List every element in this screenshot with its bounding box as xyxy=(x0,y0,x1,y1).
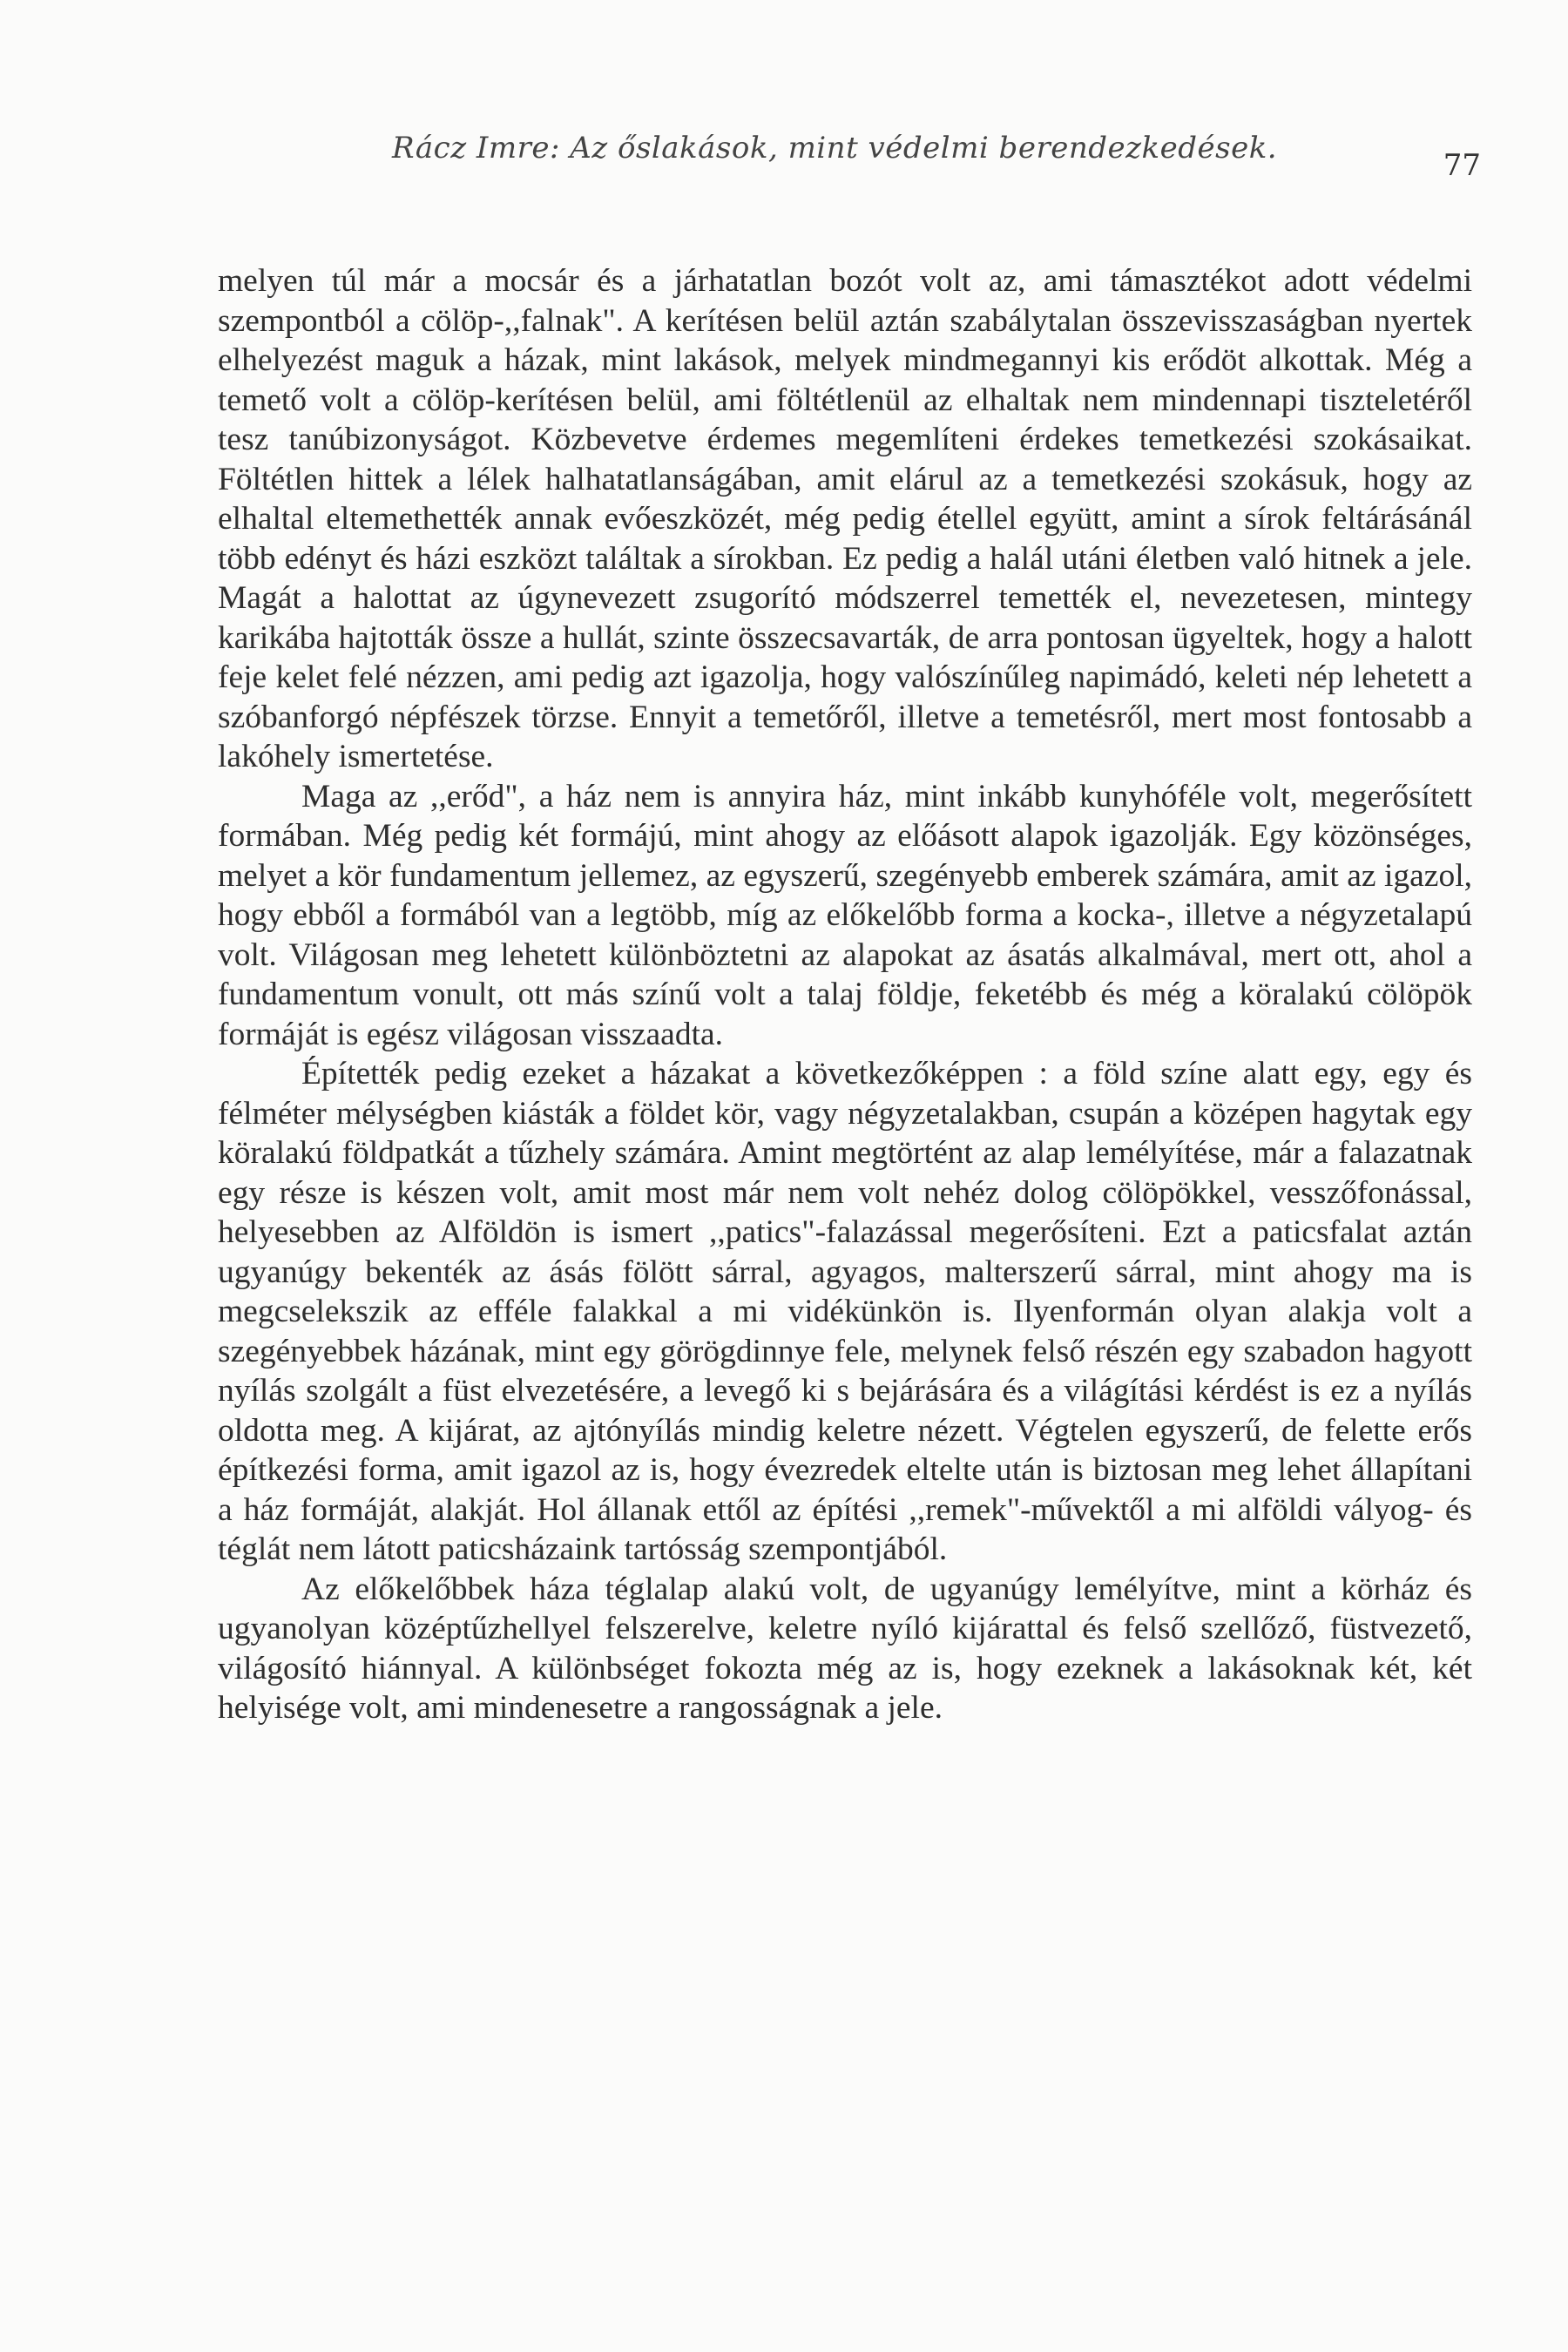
paragraph-2: Maga az ,,erőd", a ház nem is annyira ház, mint inkább kunyhóféle volt, megerősített formában. Még pedig két formájú, mint ahogy az előásott alapok igazolják. Egy közönséges, melyet a kör fundamentum jellemez, az egyszerű, szegényebb emberek számára, amit az igazol, hogy ebből a formából van a legtöbb, míg az előkelőbb forma a kocka-, illetve a négyzetalapú volt. Világosan meg lehetett különböztetni az alapokat az ásatás alkalmával, mert ott, ahol a fundamentum vonult, ott más színű volt a talaj földje, feketébb és még a köralakú cölöpök formáját is egész világosan visszaadta. xyxy=(218,778,1472,1052)
page-number: 77 xyxy=(1443,148,1481,183)
paragraph-4: Az előkelőbbek háza téglalap alakú volt, de ugyanúgy lemélyítve, mint a körház és ugyanolyan középtűzhellyel felszerelve, keletre nyíló kijárattal és felső szellőző, füstvezető, világosító hiánnyal. A különbséget fokozta még az is, hogy ezeknek a lakásoknak két, két helyisége volt, ami mindenesetre a rangosságnak a jele. xyxy=(218,1571,1472,1726)
running-head: Rácz Imre: Az őslakások, mint védelmi berendezkedések. xyxy=(392,131,1278,166)
paragraph-1: melyen túl már a mocsár és a járhatatlan bozót volt az, ami támasztékot adott védelmi szempontból a cölöp-,,falnak". A kerítésen belül aztán szabálytalan összevisszaságban nyertek elhelyezést maguk a házak, mint lakások, melyek mindmegannyi kis erődöt alkottak. Még a temető volt a cölöp-kerítésen belül, ami föltétlenül az elhaltak nem mindennapi tiszteletéről tesz tanúbizonyságot. Közbevetve érdemes megemlíteni érdekes temetkezési szokásaikat. Föltétlen hittek a lélek halhatatlanságában, amit elárul az a temetkezési szokásuk, hogy az elhaltal eltemethették annak evőeszközét, még pedig étellel együtt, amint a sírok feltárásánál több edényt és házi eszközt találtak a sírokban. Ez pedig a halál utáni életben való hitnek a jele. Magát a halottat az úgynevezett zsugorító módszerrel temették el, nevezetesen, mintegy karikába hajtották össze a hullát, szinte összecsavarták, de arra pontosan ügyeltek, hogy a halott feje kelet felé nézzen, ami pedig azt igazolja, hogy valószínűleg napimádó, keleti nép lehetett a szóbanforgó népfészek törzse. Ennyit a temetőről, illetve a temetésről, mert most fontosabb a lakóhely ismertetése. xyxy=(218,263,1472,774)
page-header xyxy=(218,131,1481,192)
paragraph-3: Építették pedig ezeket a házakat a következőképpen : a föld színe alatt egy, egy és félméter mélységben kiásták a földet kör, vagy négyzetalakban, csupán a középen hagytak egy köralakú földpatkát a tűzhely számára. Amint megtörtént az alap lemélyítése, már a falazatnak egy része is készen volt, amit most már nem volt nehéz dolog cölöpökkel, vesszőfonással, helyesebben az Alföldön is ismert ,,patics"-falazással megerősíteni. Ezt a paticsfalat aztán ugyanúgy bekenték az ásás fölött sárral, agyagos, malterszerű sárral, mint ahogy ma is megcselekszik az efféle falakkal a mi vidékünkön is. Ilyenformán olyan alakja volt a szegényebbek házának, mint egy görögdinnye fele, melynek felső részén egy szabadon hagyott nyílás szolgált a füst elvezetésére, a levegő ki s bejárására és a világítási kérdést is ez a nyílás oldotta meg. A kijárat, az ajtónyílás mindig keletre nézett. Végtelen egyszerű, de felette erős építkezési forma, amit igazol az is, hogy évezredek eltelte után is biztosan meg lehet állapítani a ház formáját, alakját. Hol állanak ettől az építési ,,remek"-művektől a mi alföldi vályog- és téglát nem látott paticsházaink tartósság szempontjából. xyxy=(218,1056,1472,1567)
body-text xyxy=(218,261,1472,1728)
